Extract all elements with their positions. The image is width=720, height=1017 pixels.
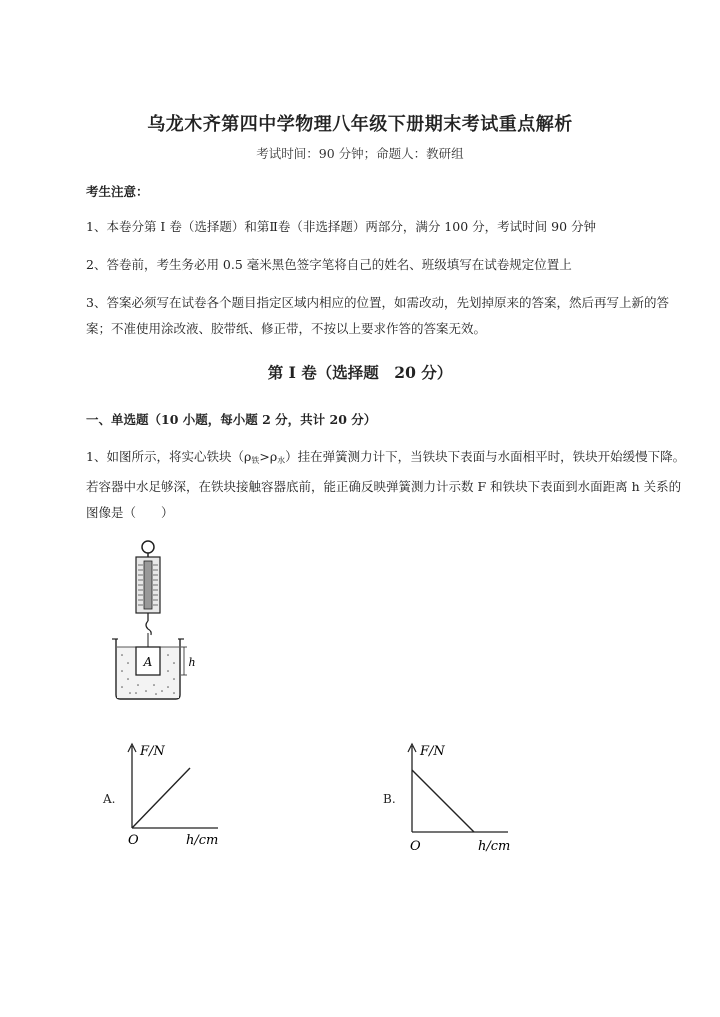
option-a-origin: O xyxy=(128,833,139,848)
option-b-label: B. xyxy=(383,792,396,806)
option-b-graph xyxy=(396,740,526,855)
exam-info: 考试时间：90 分钟；命题人：教研组 xyxy=(256,146,464,161)
notice-item-3: 3、答案必须写在试卷各个题目指定区域内相应的位置，如需改动，先划掉原来的答案，然后再写上新的答案；不准使用涂改液、胶带纸、修正带，不按以上要求作答的答案无效。 xyxy=(86,295,669,336)
part-heading: 一、单选题（10 小题，每小题 2 分，共计 20 分） xyxy=(86,412,377,427)
option-b-origin: O xyxy=(410,839,421,854)
notice-item-2: 2、答卷前，考生务必用 0.5 毫米黑色签字笔将自己的姓名、班级填写在试卷规定位置上 xyxy=(86,257,572,272)
spring-scale-figure xyxy=(108,535,198,705)
option-b-x-axis-label: h/cm xyxy=(478,839,511,854)
option-a-label: A. xyxy=(103,792,116,806)
question-1-text: 1、如图所示，将实心铁块$(\rho_铁>\rho_水)$挂在弹簧测力计下，当铁块下表面与水面相平时，铁块开始缓慢下降。若容器中水足够深，在铁块接触容器底前，能正确反映弹簧测力计示数 F 和铁块下表面到水面距离 h 关系的图像是（ ） xyxy=(86,449,686,520)
h-label: h xyxy=(188,656,196,669)
option-a-line xyxy=(132,768,190,828)
section-title: 第 I 卷（选择题 20 分） xyxy=(267,363,453,382)
option-a-graph xyxy=(118,740,228,850)
option-b-y-axis-label: F/N xyxy=(420,744,445,759)
option-a-y-axis-label: F/N xyxy=(140,744,165,759)
page-title: 乌龙木齐第四中学物理八年级下册期末考试重点解析 xyxy=(147,114,573,135)
notice-item-1: 1、本卷分第 I 卷（选择题）和第Ⅱ卷（非选择题）两部分，满分 100 分，考试时间 90 分钟 xyxy=(86,219,596,234)
option-b-line xyxy=(412,770,474,832)
block-label: A xyxy=(143,655,153,669)
notice-heading: 考生注意： xyxy=(86,184,149,199)
option-a-x-axis-label: h/cm xyxy=(186,833,219,848)
